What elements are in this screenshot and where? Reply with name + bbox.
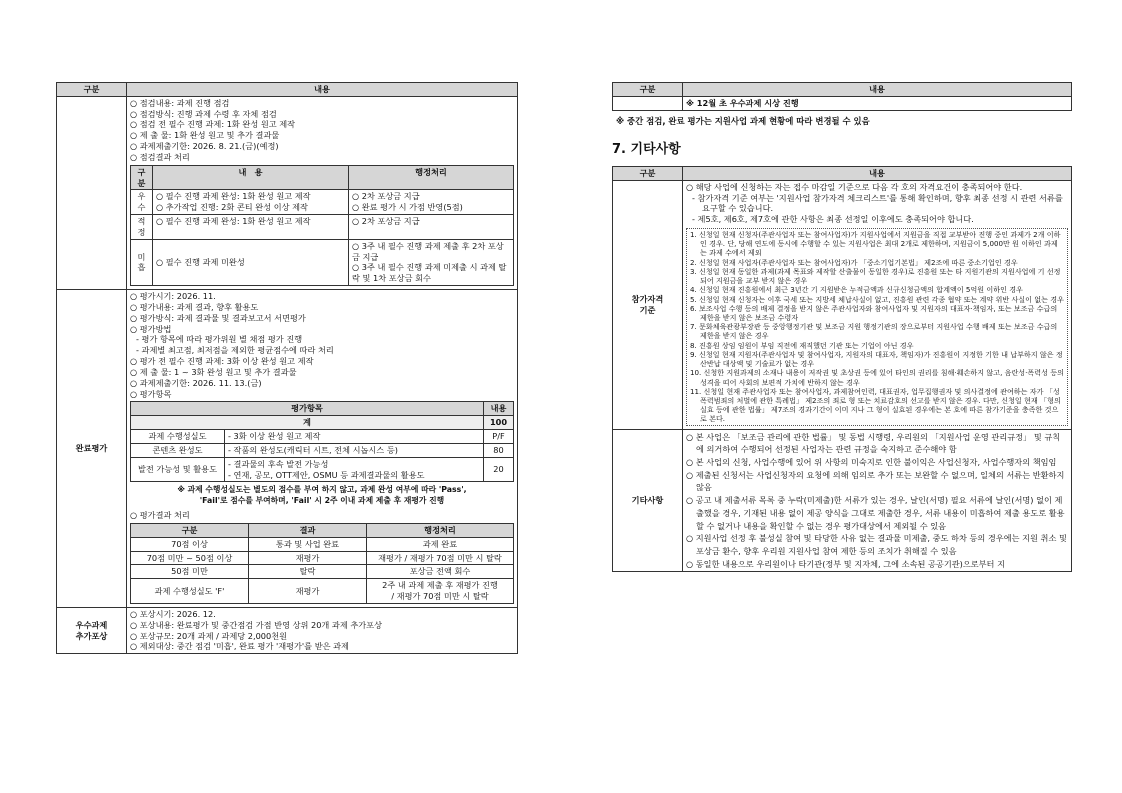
table-row <box>131 565 514 579</box>
pass-fail-note: ※ 과제 수행성실도는 별도의 점수를 부여 하지 않고, 과제 완성 여부에 따라 'Pass', 'Fail'로 점수를 부여하며, 'Fail' 시 2주 이내 과제 제출 후 재평가 진행 <box>177 485 467 506</box>
elig-content <box>683 180 1072 429</box>
elig-item: 3. 신청일 현재 동일한 과제(과제 목표와 제작할 산출물이 동일한 경우)로 진흥원 또는 타 지원기관의 지원사업에 기 선정되어 지원금을 교부 받지 않은 경우 <box>690 266 1061 286</box>
row2-label: 완료평가 <box>57 290 127 608</box>
table-row <box>131 457 514 482</box>
row1-line: ○ 점검방식: 진행 과제 수령 후 자체 점검 <box>130 108 277 119</box>
elig-intro: - 제5호, 제6호, 제7호에 관한 사항은 최종 선정일 이후에도 충족되어야 합니다. <box>692 214 974 225</box>
elig-item: 11. 신청일 현재 주관사업자 또는 참여사업자, 과제참여인력, 대표권자, 업무집행권자 및 의사결정에 관여하는 자가 「성폭력범죄의 처벌에 관한 특례법」 제2조의 죄로 형 또는 치료감호의 선고를 받지 않은 경우. 다만, 신청일 현재 「형의 실효 등에 관한 법률」 제7조의 경과기간이 이미 지나 그 형이 실효된 경우에는 본 호에 따른 참가기준을 충족한 것으로 본다. <box>690 386 1061 424</box>
eval-header-score: 내용 <box>484 402 514 416</box>
eval-total-label: 계 <box>131 416 484 430</box>
header-content: 내용 <box>683 83 1072 97</box>
row2-line: ○ 과제제출기한: 2026. 11. 13.(금) <box>130 377 262 388</box>
result-header-admin: 행정처리 <box>367 523 514 537</box>
misc-label: 기타사항 <box>613 429 683 572</box>
row1-line: ○ 점검 전 필수 진행 과제: 1화 완성 원고 제작 <box>130 119 296 130</box>
result-cell: 재평가 / 재평가 70점 미만 시 탈락 <box>367 551 514 565</box>
row2-line: ○ 평가방식: 과제 결과물 및 결과보고서 서면평가 <box>130 312 306 323</box>
eval-desc: - 3화 이상 완성 원고 제작 <box>225 430 484 444</box>
right-top-table <box>612 82 1072 111</box>
content-cell: ○ 필수 진행 과제 완성: 1화 완성 원고 제작 ○ 추가작업 진행: 2화 콘티 완성 이상 제작 <box>153 190 349 215</box>
row2-line: ○ 평가 전 필수 진행 과제: 3화 이상 완성 원고 제작 <box>130 356 314 367</box>
table-row <box>131 239 514 285</box>
misc-table <box>612 166 1072 572</box>
eval-result-table <box>130 523 514 604</box>
table-row <box>131 443 514 457</box>
result-header-grade: 구분 <box>131 523 249 537</box>
misc-line: ○ 본 사업의 신청, 사업수행에 있어 위 사항의 미숙지로 인한 불이익은 사업신청자, 사업수행자의 책임임 <box>686 457 1057 468</box>
content-cell: ○ 필수 진행 과제 완성: 1화 완성 원고 제작 <box>153 215 349 240</box>
row2-line: ○ 평가방법 <box>130 323 172 334</box>
right-page <box>612 82 1072 572</box>
header-content: 내용 <box>683 166 1072 180</box>
elig-label: 참가자격 기준 <box>613 180 683 429</box>
elig-item: 6. 보조사업 수행 등의 배제 결정을 받지 않은 주관사업자와 참여사업자 및 지원자의 대표자·책임자, 또는 보조금 수급의 제한을 받지 않은 보조금 수령자 <box>690 303 1058 323</box>
elig-item: 7. 문화체육관광부장관 등 중앙행정기관 및 보조금 지원 행정기관의 장으로부터 지원사업 수행 배제 또는 보조금 수급의 제한을 받지 않은 경우 <box>690 322 1058 341</box>
row1-line: ○ 점검결과 처리 <box>130 151 190 162</box>
grade-cell: 우수 <box>131 190 153 215</box>
check-header-admin: 행정처리 <box>349 165 514 190</box>
grade-cell: 적정 <box>131 215 153 240</box>
result-cell: 70점 이상 <box>131 537 249 551</box>
check-header-grade: 구분 <box>131 165 153 190</box>
table-row <box>131 537 514 551</box>
row3-line: ○ 포상시기: 2026. 12. <box>130 608 216 619</box>
table-row <box>131 579 514 604</box>
elig-item: 5. 신청일 현재 신청자는 이후 국세 또는 지방세 체납사실이 없고, 진흥원 관련 각종 협약 또는 계약 위반 사실이 없는 경우 <box>690 294 1064 304</box>
eval-header-item: 평가항목 <box>131 402 484 416</box>
result-cell: 통과 및 사업 완료 <box>249 537 367 551</box>
row2-line: ○ 제 출 물: 1 ~ 3화 완성 원고 및 추가 결과물 <box>130 366 297 377</box>
eval-desc: - 결과물의 후속 발전 가능성 - 연재, 공모, OTT제안, OSMU 등 과제결과물의 활용도 <box>225 457 484 482</box>
row2-line: ○ 평가시기: 2026. 11. <box>130 291 216 302</box>
row3-line: ○ 제외대상: 중간 점검 '미흡', 완료 평가 '재평가'를 받은 과제 <box>130 641 349 652</box>
result-cell: 과제 수행성실도 'F' <box>131 579 249 604</box>
result-cell: 2주 내 과제 제출 후 재평가 진행 / 재평가 70점 미만 시 탈락 <box>367 579 514 604</box>
check-result-table <box>130 165 514 286</box>
eval-items-table <box>130 401 514 482</box>
elig-item: 4. 신청일 현재 진흥원에서 최근 3년간 기 지원받은 누적금액과 신규신청금액의 합계액이 5억원 이하인 경우 <box>690 285 1023 295</box>
row2-line: - 과제별 최고점, 최저점을 제외한 평균점수에 따라 처리 <box>136 345 334 356</box>
award-note: ※ 12월 초 우수과제 시상 진행 <box>683 96 1072 110</box>
grade-cell: 미흡 <box>131 239 153 285</box>
header-category: 구분 <box>613 166 683 180</box>
table-row <box>131 190 514 215</box>
eval-score: P/F <box>484 430 514 444</box>
misc-content <box>683 429 1072 572</box>
row2-content <box>127 290 518 608</box>
result-cell: 재평가 <box>249 579 367 604</box>
row1-line: ○ 점검내용: 과제 진행 점검 <box>130 97 230 108</box>
table-row <box>131 430 514 444</box>
row3-content <box>127 607 518 653</box>
result-header-result: 결과 <box>249 523 367 537</box>
result-cell: 포상금 전액 회수 <box>367 565 514 579</box>
row2-line: ○ 평가항목 <box>130 388 172 399</box>
elig-criteria-box <box>686 228 1068 426</box>
misc-line: ○ 제출된 신청서는 사업신청자의 요청에 의해 임의로 추가 또는 보완할 수 없으며, 일체의 서류는 반환하지 않음 <box>686 469 1065 493</box>
table-row <box>131 551 514 565</box>
content-cell: ○ 필수 진행 과제 미완성 <box>153 239 349 285</box>
row3-line: ○ 포상규모: 20개 과제 / 과제당 2,000천원 <box>130 630 288 641</box>
row3-label: 우수과제 추가포상 <box>57 607 127 653</box>
misc-line: ○ 공고 내 제출서류 목록 중 누락(미제출)한 서류가 있는 경우, 날인(서명) 필요 서류에 날인(서명) 없이 제출했을 경우, 기재된 내용 없이 제공 양식을 그대로 제출한 경우, 서류 내용이 미흡하여 제출 용도로 활용할 수 없거나 내용을 확인할 수 없는 경우 평가대상에서 제외될 수 있음 <box>686 495 1065 531</box>
result-cell: 70점 미만 ~ 50점 이상 <box>131 551 249 565</box>
header-category: 구분 <box>613 83 683 97</box>
elig-item: 9. 신청일 현재 지원자(주관사업자 및 참여사업자, 지원자의 대표자, 책임자)가 진흥원이 지정한 기한 내 납부하지 않은 정산반납 대상액 및 기술료가 없는 경우 <box>690 349 1063 369</box>
header-category: 구분 <box>57 83 127 97</box>
eval-desc: - 작품의 완성도(캐릭터 시트, 전체 시놉시스 등) <box>225 443 484 457</box>
eval-item: 과제 수행성실도 <box>131 430 225 444</box>
header-content: 내용 <box>127 83 518 97</box>
misc-line: ○ 본 사업은 「보조금 관리에 관한 법률」 및 동법 시행령, 우리원의 「지원사업 운영 관리규정」 및 규칙에 의거하여 수행되어 선정된 사업자는 관련 규정을 숙지하고 준수해야 함 <box>686 431 1061 455</box>
result-cell: 과제 완료 <box>367 537 514 551</box>
result-cell: 50점 미만 <box>131 565 249 579</box>
top-row-label <box>613 96 683 110</box>
elig-item: 2. 신청일 현재 사업자(주관사업자 또는 참여사업자)가 「중소기업기본법」 제2조에 따른 중소기업인 경우 <box>690 257 1018 267</box>
result-label: ○ 평가결과 처리 <box>130 510 190 521</box>
eval-item: 발전 가능성 및 활용도 <box>131 457 225 482</box>
elig-intro: ○ 해당 사업에 신청하는 자는 접수 마감일 기준으로 다음 각 호의 자격요건이 충족되어야 한다. <box>686 181 1023 192</box>
admin-cell: ○ 2차 포상금 지급 ○ 완료 평가 시 가점 반영(5점) <box>349 190 514 215</box>
eval-score: 20 <box>484 457 514 482</box>
row1-content <box>127 96 518 289</box>
row3-line: ○ 포상내용: 완료평가 및 중간점검 가점 반영 상위 20개 과제 추가포상 <box>130 619 382 630</box>
elig-item: 1. 신청일 현재 신청자(주관사업자 또는 참여사업자)가 지원사업에서 지원금을 직접 교부받아 진행 중인 과제가 2개 이하인 경우. 단, 당해 연도에 동시에 수행할 수 있는 지원사업은 최대 2개로 제한하며, 지원금이 5,000만 원 이하인 과제는 과제 수에서 제외 <box>690 230 1061 258</box>
admin-cell: ○ 2차 포상금 지급 <box>349 215 514 240</box>
change-note: ※ 중간 점검, 완료 평가는 지원사업 과제 현황에 따라 변경될 수 있음 <box>616 115 870 126</box>
left-page <box>56 82 518 654</box>
elig-item: 8. 진흥원 상임 임원이 부임 직전에 재직했던 기관 또는 기업이 아닌 경우 <box>690 340 914 350</box>
result-cell: 재평가 <box>249 551 367 565</box>
misc-line: ○ 동일한 내용으로 우리원이나 타기관(정부 및 지자체, 그에 소속된 공공기관)으로부터 지 <box>686 558 1005 569</box>
eval-item: 콘텐츠 완성도 <box>131 443 225 457</box>
left-main-table <box>56 82 518 654</box>
result-cell: 탈락 <box>249 565 367 579</box>
check-header-content: 내 용 <box>153 165 349 190</box>
row1-line: ○ 제 출 물: 1화 완성 원고 및 추가 결과물 <box>130 130 280 141</box>
table-row <box>131 215 514 240</box>
misc-line: ○ 지원사업 선정 후 불성실 참여 및 타당한 사유 없는 결과물 미제출, 중도 하차 등의 경우에는 지원 취소 및 포상금 환수, 향후 우리원 지원사업 참여 제한 등의 조치가 취해질 수 있음 <box>686 533 1067 556</box>
admin-cell: ○ 3주 내 필수 진행 과제 제출 후 2차 포상금 지급 ○ 3주 내 필수 진행 과제 미제출 시 과제 탈락 및 1차 포상금 회수 <box>349 239 514 285</box>
section-title: 7. 기타사항 <box>612 141 681 157</box>
eval-total-value: 100 <box>484 416 514 430</box>
elig-intro: - 참가자격 기준 여부는 '지원사업 참가자격 체크리스트'를 통해 확인하며, 향후 최종 선정 시 관련 서류를 요구할 수 있습니다. <box>692 192 1063 214</box>
row1-label <box>57 96 127 289</box>
eval-score: 80 <box>484 443 514 457</box>
row1-line: ○ 과제제출기한: 2026. 8. 21.(금)(예정) <box>130 141 279 152</box>
row2-line: - 평가 항목에 따라 평가위원 별 채점 평가 진행 <box>136 334 303 345</box>
row2-line: ○ 평가내용: 과제 결과, 향후 활용도 <box>130 301 259 312</box>
elig-item: 10. 신청한 지원과제의 소재나 내용이 저작권 및 초상권 등에 있어 타인의 권리를 침해·훼손하지 않고, 음란성·폭력성 등의 성격을 띠어 사회의 보편적 가치에 반하지 않는 경우 <box>690 368 1064 387</box>
